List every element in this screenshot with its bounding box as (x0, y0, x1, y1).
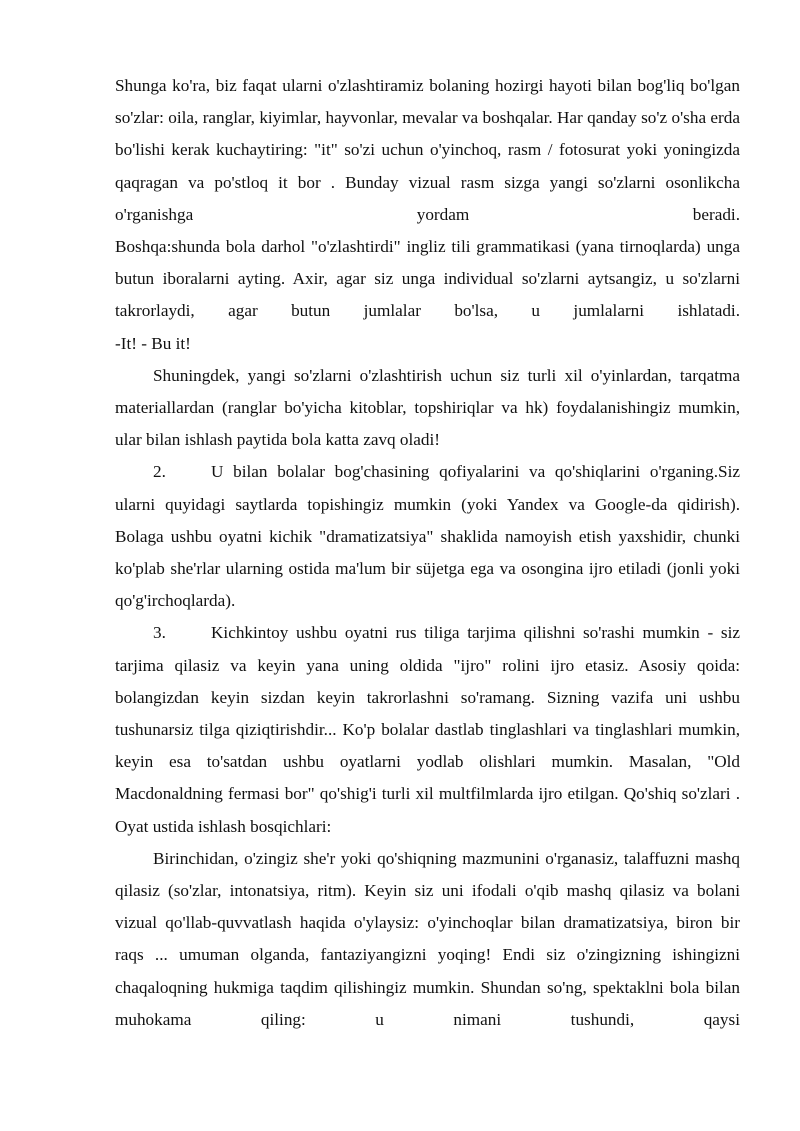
paragraph-numbered-3 (115, 617, 740, 842)
paragraph-vocabulary (115, 70, 740, 360)
paragraph-numbered-2 (115, 456, 740, 617)
paragraph-translation-text: Kichkintoy ushbu oyatni rus tiliga tarjima qilishni so'rashi mumkin - siz tarjima qilasiz va keyin yana uning oldida "ijro" rolini ijro etasiz. Asosiy qoida: bolangizdan keyin sizdan keyin takrorlashni so'ramang. Sizning vazifa uni ushbu tushunarsiz tilga qiziqtirishdir... Ko'p bolalar dastlab tinglashlari va tinglashlari mumkin, keyin esa to'satdan ushbu oyatlarni yodlab olishlari mumkin. Masalan, "Old Macdonaldning fermasi bor" qo'shig'i turli xil multfilmlarda ijro etilgan. Qo'shiq so'zlari . Oyat ustida ishlash bosqichlari: (115, 623, 740, 836)
paragraph-first-steps: Birinchidan, o'zingiz she'r yoki qo'shiqning mazmunini o'rganasiz, talaffuzni mashq qilasiz (so'zlar, intonatsiya, ritm). Keyin siz uni ifodali o'qib mashq qilasiz va bolani vizual qo'llab-quvvatlash haqida o'ylaysiz: o'yinchoqlar bilan dramatizatsiya, biron bir raqs ... umuman olganda, fantaziyangizni yoqing! Endi siz o'zingizning ishingizni chaqaloqning hukmiga taqdim qilishingiz mumkin. Shundan so'ng, spektaklni bola bilan muhokama qiling: u nimani tushundi, qaysi (115, 848, 740, 1029)
paragraph-rhymes-text: U bilan bolalar bog'chasining qofiyalarini va qo'shiqlarini o'rganing.Siz ularni quyidagi saytlarda topishingiz mumkin (yoki Yandex va Google-da qidirish). Bolaga ushbu oyatni kichik "dramatizatsiya" shaklida namoyish etish yaxshidir, chunki ko'plab she'rlar ularning ostida ma'lum bir süjetga ega va osongina ijro etiladi (jonli yoki qo'g'irchoqlarda). (115, 462, 740, 611)
paragraph-example-text: -It! - Bu it! (115, 333, 191, 353)
document-body (115, 70, 740, 1036)
paragraph-vocabulary-text: Shunga ko'ra, biz faqat ularni o'zlashtiramiz bolaning hozirgi hayoti bilan bog'liq bo'lgan so'zlar: oila, ranglar, kiyimlar, hayvonlar, mevalar va boshqalar. Har qanday so'z o'sha erda bo'lishi kerak kuchaytiring: "it" so'zi uchun o'yinchoq, rasm / fotosurat yoki yoningizda qaqragan va po'stloq it bor . Bunday vizual rasm sizga yangi so'zlarni osonlikcha o'rganishga yordam beradi. (115, 76, 740, 224)
list-number-2: 2. (153, 462, 166, 482)
paragraph-grammar-text: Boshqa:shunda bola darhol "o'zlashtirdi" ingliz tili grammatikasi (yana tirnoqlarda) unga butun iboralarni ayting. Axir, agar siz unga individual so'zlarni aytsangiz, u so'zlarni takrorlaydi, agar butun jumlalar bo'lsa, u jumlalarni ishlatadi. (115, 237, 740, 321)
paragraph-games: Shuningdek, yangi so'zlarni o'zlashtirish uchun siz turli xil o'yinlardan, tarqatma materiallardan (ranglar bo'yicha kitoblar, topshiriqlar va hk) foydalanishingiz mumkin, ular bilan ishlash paytida bola katta zavq oladi! (115, 365, 740, 450)
list-number-3: 3. (153, 623, 166, 643)
